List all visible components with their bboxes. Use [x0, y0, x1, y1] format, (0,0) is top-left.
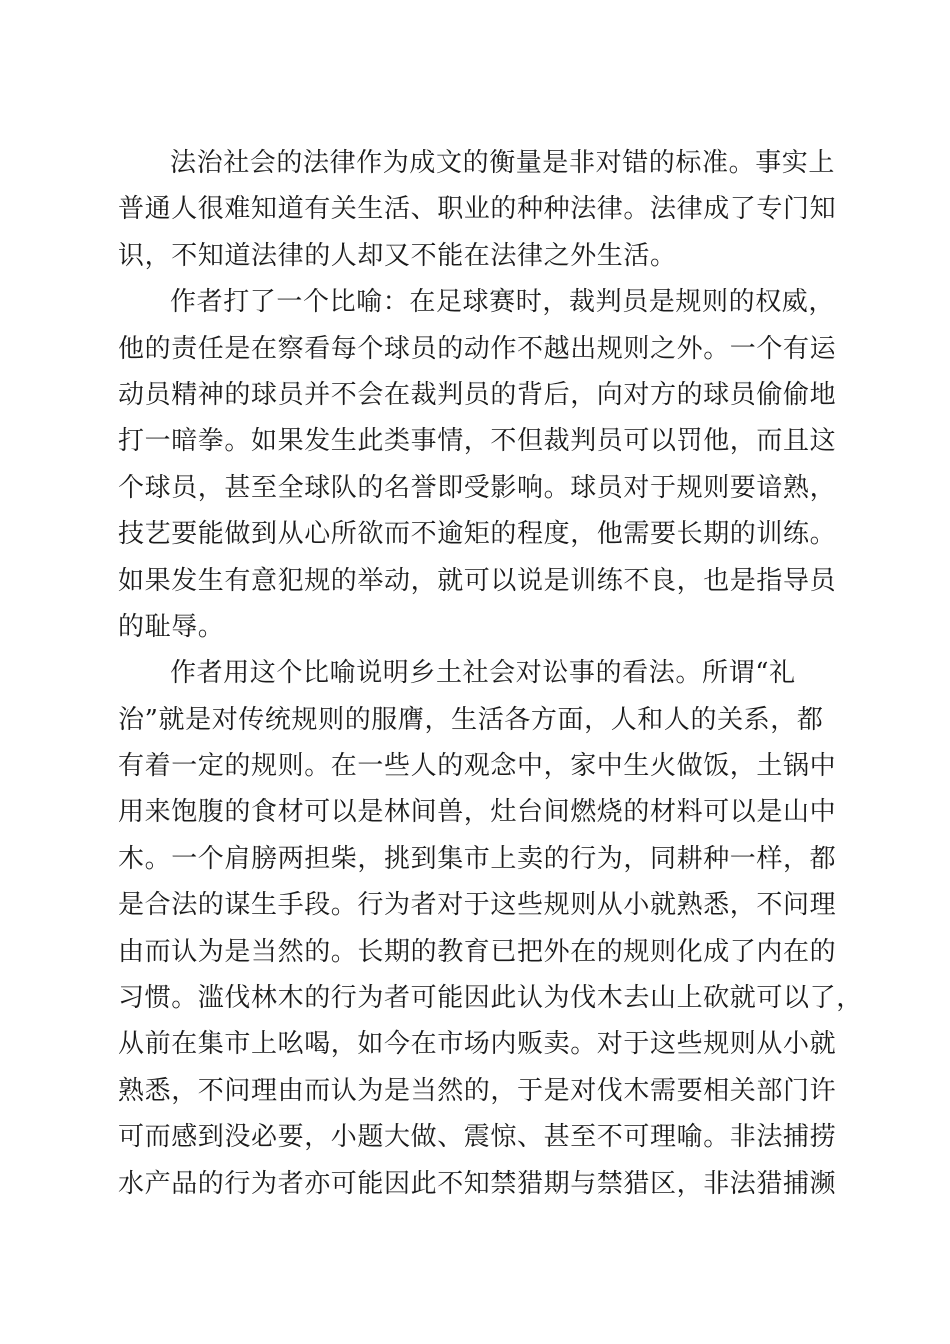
text-line: 可而感到没必要，小题大做、震惊、甚至不可理喻。非法捕捞: [118, 1122, 837, 1153]
text-line: 水产品的行为者亦可能因此不知禁猎期与禁猎区，非法猎捕濒: [118, 1168, 837, 1199]
text-line: 治”就是对传统规则的服膺，生活各方面，人和人的关系，都: [118, 704, 824, 735]
text-line: 打一暗拳。如果发生此类事情，不但裁判员可以罚他，而且这: [118, 426, 837, 457]
text-line: 普通人很难知道有关生活、职业的种种法律。法律成了专门知: [118, 194, 837, 225]
text-line: 熟悉，不问理由而认为是当然的，于是对伐木需要相关部门许: [118, 1075, 837, 1106]
text-line: 如果发生有意犯规的举动，就可以说是训练不良，也是指导员: [118, 565, 837, 596]
text-line: 从前在集市上吆喝，如今在市场内贩卖。对于这些规则从小就: [118, 1029, 837, 1060]
text-line: 他的责任是在察看每个球员的动作不越出规则之外。一个有运: [118, 333, 837, 364]
text-line: 动员精神的球员并不会在裁判员的背后，向对方的球员偷偷地: [118, 379, 837, 410]
text-line: 作者打了一个比喻：在足球赛时，裁判员是规则的权威，: [170, 287, 836, 318]
text-line: 由而认为是当然的。长期的教育已把外在的规则化成了内在的: [118, 936, 837, 967]
text-line: 作者用这个比喻说明乡土社会对讼事的看法。所谓“礼: [170, 658, 796, 689]
text-line: 用来饱腹的食材可以是林间兽，灶台间燃烧的材料可以是山中: [118, 797, 837, 828]
text-line: 有着一定的规则。在一些人的观念中，家中生火做饭，土锅中: [118, 751, 837, 782]
text-line: 法治社会的法律作为成文的衡量是非对错的标准。事实上: [170, 148, 836, 178]
text-line: 识，不知道法律的人却又不能在法律之外生活。: [118, 240, 677, 271]
text-line: 是合法的谋生手段。行为者对于这些规则从小就熟悉，不问理: [118, 890, 837, 921]
body-text: [118, 140, 863, 1207]
text-line: 技艺要能做到从心所欲而不逾矩的程度，他需要长期的训练。: [118, 519, 837, 550]
text-line: 的耻辱。: [118, 611, 225, 642]
text-line: 木。一个肩膀两担柴，挑到集市上卖的行为，同耕种一样，都: [118, 843, 837, 874]
text-line: 习惯。滥伐林木的行为者可能因此认为伐木去山上砍就可以了，: [118, 983, 863, 1014]
text-line: 个球员，甚至全球队的名誉即受影响。球员对于规则要谙熟，: [118, 472, 837, 503]
